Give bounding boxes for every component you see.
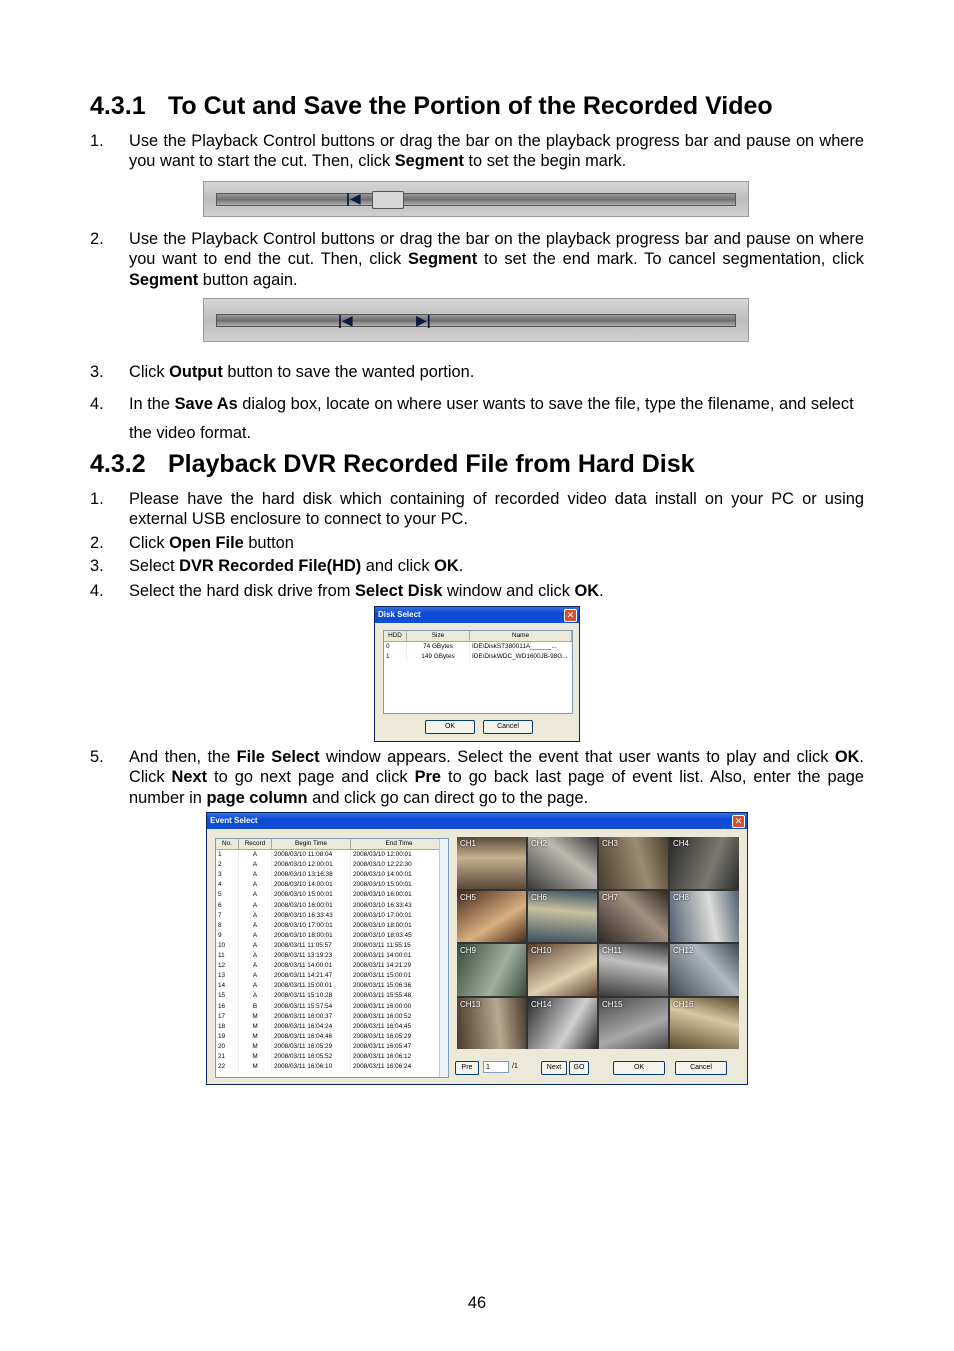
camera-thumbnail[interactable] [599, 998, 668, 1050]
table-cell: 2008/03/11 16:05:29 [351, 1032, 448, 1042]
column-header[interactable]: No. [216, 839, 239, 850]
section-heading-cut-save: 4.3.1 To Cut and Save the Portion of the Recorded Video [90, 92, 773, 120]
table-cell: A [239, 901, 272, 911]
list-item: 3. Select DVR Recorded File(HD) and click OK. [90, 557, 464, 575]
table-cell: 2008/03/11 13:19:23 [272, 951, 351, 961]
table-cell: 2008/03/11 15:00:01 [351, 971, 448, 981]
table-cell: 15 [216, 991, 239, 1001]
table-cell: 2008/03/11 15:06:36 [351, 981, 448, 991]
table-cell: 2008/03/10 17:00:01 [351, 911, 448, 921]
table-cell: 13 [216, 971, 239, 981]
table-cell: A [239, 850, 272, 861]
table-cell: 2008/03/11 16:06:24 [351, 1062, 448, 1072]
table-row[interactable] [216, 921, 448, 931]
table-cell: A [239, 961, 272, 971]
camera-thumbnail[interactable] [670, 998, 739, 1050]
window-title: Event Select [210, 816, 258, 825]
table-cell: 2008/03/11 16:05:47 [351, 1042, 448, 1052]
table-row[interactable] [216, 911, 448, 921]
table-row[interactable]: 1 149 GBytes IDE\DiskWDC_WD1600JB-98G... [384, 652, 572, 662]
list-item: 2. Click Open File button [90, 534, 294, 552]
camera-label: CH7 [602, 892, 619, 902]
table-cell: 2008/03/10 16:00:01 [272, 901, 351, 911]
table-cell: 2008/03/10 12:00:01 [351, 850, 448, 861]
camera-label: CH16 [673, 999, 694, 1009]
table-cell: 2008/03/11 14:21:29 [351, 961, 448, 971]
camera-thumbnail[interactable] [670, 944, 739, 996]
table-cell: 2008/03/11 11:55:15 [351, 941, 448, 951]
table-cell: M [239, 1052, 272, 1062]
table-cell: 2008/03/10 12:00:01 [272, 860, 351, 870]
table-row[interactable] [216, 860, 448, 870]
table-row[interactable] [216, 971, 448, 981]
camera-thumbnail[interactable] [457, 998, 526, 1050]
table-cell: 2008/03/11 14:21:47 [272, 971, 351, 981]
table-cell: A [239, 981, 272, 991]
table-cell: 2008/03/10 17:00:01 [272, 921, 351, 931]
camera-label: CH9 [460, 946, 477, 955]
table-cell: 2008/03/10 14:00:01 [351, 870, 448, 880]
table-cell: B [239, 1002, 272, 1012]
camera-label: CH13 [460, 999, 481, 1009]
table-row[interactable] [216, 1022, 448, 1032]
table-cell: 2008/03/11 14:00:01 [351, 951, 448, 961]
camera-thumbnail[interactable] [599, 837, 668, 889]
table-cell: 20 [216, 1042, 239, 1052]
camera-thumbnail[interactable] [457, 837, 526, 889]
list-item: 2. Use the Playback Control buttons or drag the bar on the playback progress bar and pause on where you want to end the cut. Then, click Segment to set the end mark. To cancel segmentation, click Segment button again. [90, 230, 864, 289]
table-row[interactable] [216, 1042, 448, 1052]
list-item: 1. Use the Playback Control buttons or drag the bar on the playback progress bar and pause on where you want to start the cut. Then, click Segment to set the begin mark. [90, 132, 864, 171]
table-cell: A [239, 870, 272, 880]
table-cell: 14 [216, 981, 239, 991]
table-cell: 2008/03/10 12:22:30 [351, 860, 448, 870]
table-row[interactable] [216, 850, 448, 861]
table-cell: 22 [216, 1062, 239, 1072]
table-cell: 2008/03/11 16:06:12 [351, 1052, 448, 1062]
camera-thumbnail[interactable] [599, 891, 668, 943]
progress-bar-end-mark-image [203, 298, 749, 342]
table-cell: M [239, 1012, 272, 1022]
table-row[interactable] [216, 961, 448, 971]
column-header[interactable]: End Time [351, 839, 448, 850]
table-cell: 2008/03/11 15:55:48 [351, 991, 448, 1001]
ok-button[interactable]: OK [613, 1061, 665, 1075]
table-cell: M [239, 1042, 272, 1052]
close-icon[interactable]: ✕ [564, 609, 577, 622]
table-cell: 2008/03/10 15:00:01 [351, 880, 448, 890]
table-cell: 2008/03/11 16:06:10 [272, 1062, 351, 1072]
begin-mark-icon: |◀ [346, 190, 361, 206]
camera-label: CH4 [673, 839, 690, 848]
table-cell: 2008/03/11 16:05:29 [272, 1042, 351, 1052]
table-cell: A [239, 860, 272, 870]
table-cell: 2008/03/10 18:00:01 [351, 921, 448, 931]
table-cell: 2 [216, 860, 239, 870]
pre-button[interactable]: Pre [455, 1061, 479, 1075]
table-row[interactable] [216, 880, 448, 890]
page-total: /1 [512, 1063, 518, 1070]
table-cell: A [239, 941, 272, 951]
camera-thumbnail[interactable] [670, 837, 739, 889]
camera-label: CH6 [531, 892, 548, 902]
event-select-window [206, 812, 748, 1085]
disk-list [383, 630, 573, 714]
table-cell: M [239, 1062, 272, 1072]
table-cell: M [239, 1022, 272, 1032]
table-cell: 2008/03/11 16:00:37 [272, 1012, 351, 1022]
table-cell: A [239, 971, 272, 981]
list-item: 3. Click Output button to save the wanted portion. [90, 363, 475, 381]
table-cell: 2008/03/11 16:00:00 [351, 1002, 448, 1012]
camera-label: CH3 [602, 839, 619, 848]
table-cell: 7 [216, 911, 239, 921]
close-icon[interactable]: ✕ [732, 815, 745, 828]
table-cell: 12 [216, 961, 239, 971]
table-row[interactable] [216, 1032, 448, 1042]
table-cell: M [239, 1032, 272, 1042]
next-button[interactable]: Next [541, 1061, 567, 1075]
scrollbar[interactable] [439, 839, 448, 1077]
table-cell: 10 [216, 941, 239, 951]
table-cell: 2008/03/10 16:33:43 [351, 901, 448, 911]
table-cell: 2008/03/11 16:05:52 [272, 1052, 351, 1062]
table-cell: 2008/03/10 16:00:01 [351, 890, 448, 900]
column-header[interactable]: HDD [384, 631, 407, 642]
table-cell: 2008/03/11 16:00:52 [351, 1012, 448, 1022]
table-cell: A [239, 911, 272, 921]
column-header[interactable]: Begin Time [272, 839, 351, 850]
table-row[interactable] [216, 1052, 448, 1062]
camera-label: CH2 [531, 839, 548, 848]
table-cell: 21 [216, 1052, 239, 1062]
camera-thumbnail[interactable] [457, 891, 526, 943]
table-cell: 2008/03/11 16:04:45 [351, 1022, 448, 1032]
list-item: 4. In the Save As dialog box, locate on where user wants to save the file, type the filename, and select the video format. [90, 395, 854, 442]
camera-label: CH14 [531, 999, 552, 1009]
camera-thumbnail[interactable] [528, 891, 597, 943]
column-header[interactable]: Name [470, 631, 572, 642]
begin-mark-icon: |◀ [338, 312, 353, 328]
table-cell: 2008/03/10 18:03:45 [351, 931, 448, 941]
table-cell: 2008/03/11 15:10:28 [272, 991, 351, 1001]
camera-label: CH15 [602, 999, 623, 1009]
table-cell: A [239, 921, 272, 931]
table-row[interactable] [216, 870, 448, 880]
camera-label: CH8 [673, 892, 690, 902]
table-cell: 2008/03/10 15:00:01 [272, 890, 351, 900]
slider-thumb [372, 191, 404, 209]
cancel-button[interactable]: Cancel [675, 1061, 727, 1075]
table-cell: 2008/03/11 15:57:54 [272, 1002, 351, 1012]
table-cell: A [239, 991, 272, 1001]
camera-label: CH12 [673, 946, 694, 955]
table-row[interactable] [216, 981, 448, 991]
table-cell: 2008/03/10 11:08:04 [272, 850, 351, 861]
table-cell: 2008/03/10 16:33:43 [272, 911, 351, 921]
disk-select-window [374, 606, 580, 742]
table-row[interactable] [216, 1062, 448, 1072]
camera-thumbnail[interactable] [670, 891, 739, 943]
table-cell: 17 [216, 1012, 239, 1022]
column-header[interactable]: Size [407, 631, 470, 642]
camera-thumbnail[interactable] [599, 944, 668, 996]
camera-label: CH11 [602, 946, 622, 955]
list-item: 4. Select the hard disk drive from Select Disk window and click OK. [90, 582, 604, 600]
table-cell: 2008/03/11 11:05:57 [272, 941, 351, 951]
section-heading-playback-hdd: 4.3.2 Playback DVR Recorded File from Hard Disk [90, 450, 695, 478]
table-cell: 3 [216, 870, 239, 880]
cancel-button[interactable]: Cancel [483, 720, 533, 734]
table-cell: 4 [216, 880, 239, 890]
page-number: 46 [467, 1294, 487, 1312]
table-cell: 11 [216, 951, 239, 961]
ok-button[interactable]: OK [425, 720, 475, 734]
table-cell: 19 [216, 1032, 239, 1042]
column-header[interactable]: Record [239, 839, 272, 850]
table-row[interactable] [216, 890, 448, 900]
table-row[interactable] [216, 941, 448, 951]
table-cell: A [239, 931, 272, 941]
progress-bar-begin-mark-image [203, 181, 749, 217]
camera-label: CH10 [531, 946, 552, 955]
camera-thumbnail[interactable] [528, 998, 597, 1050]
table-row[interactable] [216, 901, 448, 911]
table-cell: 2008/03/11 16:04:46 [272, 1032, 351, 1042]
table-row[interactable] [216, 991, 448, 1001]
table-cell: 2008/03/10 18:00:01 [272, 931, 351, 941]
table-cell: 2008/03/11 14:00:01 [272, 961, 351, 971]
table-row[interactable]: 0 74 GBytes IDE\DiskST380011A______... [384, 642, 572, 653]
table-cell: 18 [216, 1022, 239, 1032]
table-cell: 2008/03/11 16:04:24 [272, 1022, 351, 1032]
table-cell: 1 [216, 850, 239, 861]
camera-thumbnail[interactable] [528, 837, 597, 889]
camera-thumbnail[interactable] [457, 944, 526, 996]
table-cell: A [239, 951, 272, 961]
table-cell: A [239, 890, 272, 900]
window-title: Disk Select [378, 610, 421, 619]
table-cell: 5 [216, 890, 239, 900]
table-cell: 2008/03/10 13:16:38 [272, 870, 351, 880]
table-row[interactable] [216, 1012, 448, 1022]
camera-thumbnail[interactable] [528, 944, 597, 996]
list-item: 5. And then, the File Select window appears. Select the event that user wants to play and click OK. Click Next to go next page and click Pre to go back last page of event list. Also, enter the page number in page column and click go can direct go to the page. [90, 748, 864, 807]
camera-preview-grid [457, 837, 739, 1049]
table-cell: 2008/03/11 15:00:01 [272, 981, 351, 991]
camera-label: CH5 [460, 892, 477, 902]
table-cell: 2008/03/10 14:00:01 [272, 880, 351, 890]
list-item: 1. Please have the hard disk which containing of recorded video data install on your PC or using external USB enclosure to connect to your PC. [90, 490, 864, 529]
table-row[interactable] [216, 1002, 448, 1012]
page-input[interactable]: 1 [483, 1061, 509, 1073]
end-mark-icon: ▶| [416, 312, 431, 328]
table-cell: A [239, 880, 272, 890]
table-cell: 16 [216, 1002, 239, 1012]
table-cell: 9 [216, 931, 239, 941]
table-row[interactable] [216, 951, 448, 961]
go-button[interactable]: GO [569, 1061, 589, 1075]
event-list [215, 838, 449, 1078]
table-row[interactable] [216, 931, 448, 941]
camera-label: CH1 [460, 839, 477, 848]
table-cell: 8 [216, 921, 239, 931]
table-cell: 6 [216, 901, 239, 911]
